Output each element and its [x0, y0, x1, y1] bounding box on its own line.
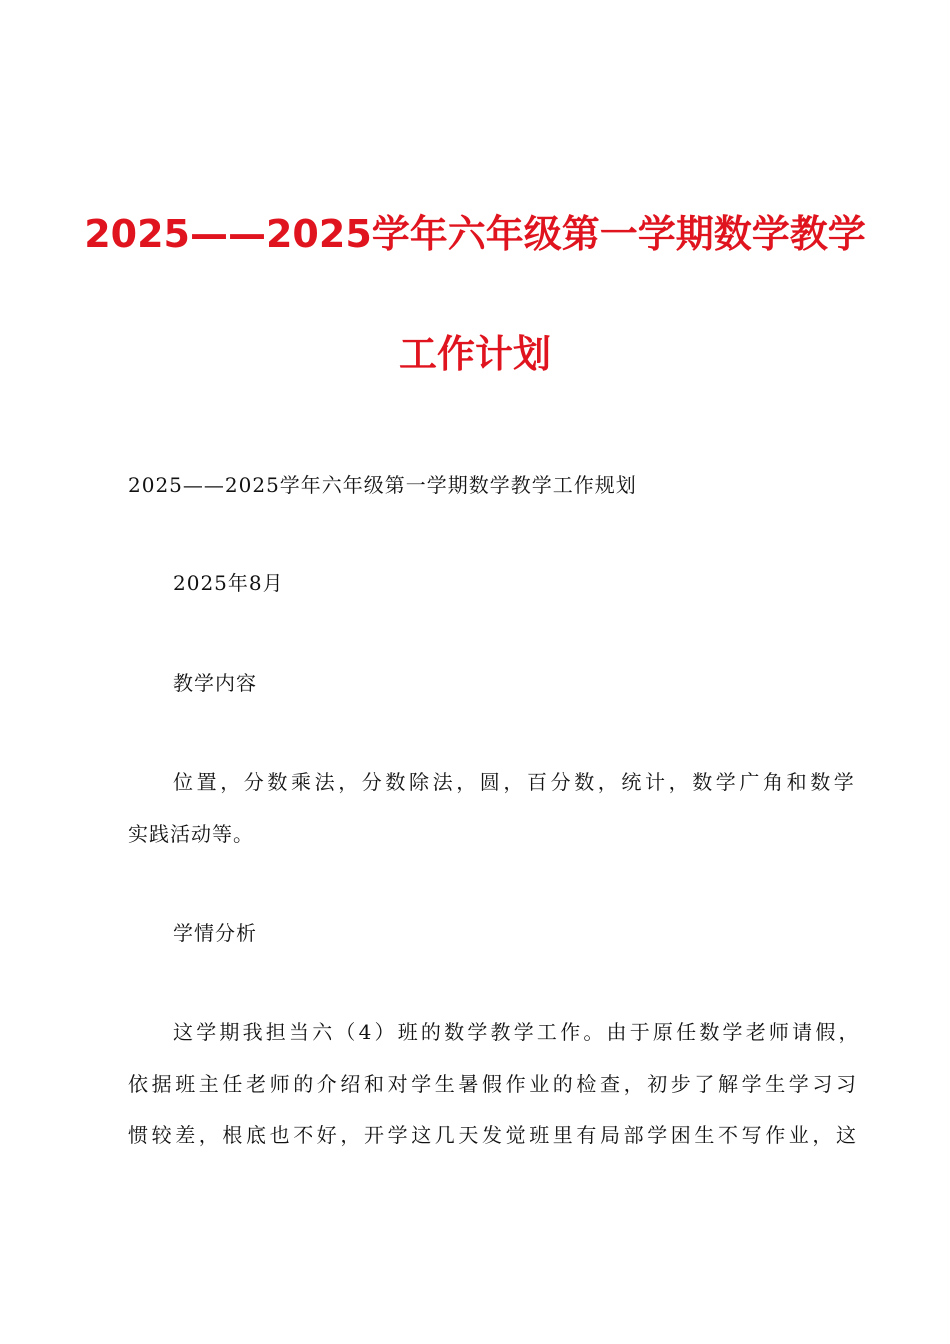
document-title-line-1: 2025——2025学年六年级第一学期数学教学: [84, 212, 866, 256]
document-title-line-2: 工作计划: [398, 332, 551, 376]
student-analysis-paragraph-line-1: 这学期我担当六（4）班的数学教学工作。由于原任数学老师请假，: [173, 1020, 862, 1044]
document-date: 2025年8月: [173, 571, 284, 595]
teaching-content-paragraph-line-2: 实践活动等。: [128, 822, 254, 846]
document-subtitle: 2025——2025学年六年级第一学期数学教学工作规划: [128, 473, 637, 497]
student-analysis-paragraph-line-2: 依据班主任老师的介绍和对学生暑假作业的检查，初步了解学生学习习: [128, 1072, 860, 1096]
teaching-content-paragraph-line-1: 位置，分数乘法，分数除法，圆，百分数，统计，数学广角和数学: [173, 770, 858, 794]
section-heading-teaching-content: 教学内容: [173, 671, 257, 695]
section-heading-student-analysis: 学情分析: [173, 921, 257, 945]
student-analysis-paragraph-line-3: 惯较差，根底也不好，开学这几天发觉班里有局部学困生不写作业，这: [128, 1123, 860, 1147]
